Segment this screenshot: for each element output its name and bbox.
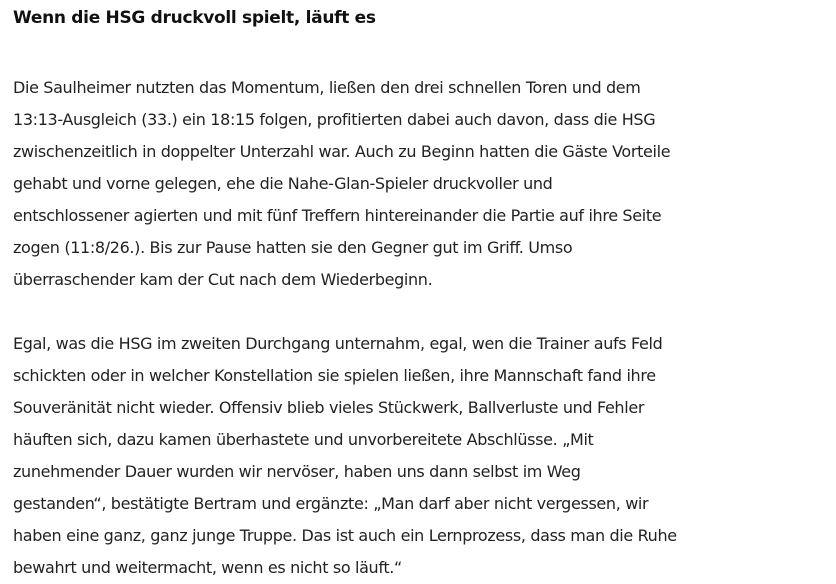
paragraph-1-line: Die Saulheimer nutzten das Momentum, ließen den drei schnellen Toren und dem	[13, 78, 641, 97]
paragraph-2	[13, 328, 824, 584]
paragraph-1-line: zogen (11:8/26.). Bis zur Pause hatten sie den Gegner gut im Griff. Umso	[13, 238, 573, 257]
paragraph-2-line: schickten oder in welcher Konstellation sie spielen ließen, ihre Mannschaft fand ihre	[13, 366, 656, 385]
paragraph-1-line: gehabt und vorne gelegen, ehe die Nahe-Glan-Spieler druckvoller und	[13, 174, 553, 193]
paragraph-2-line: häuften sich, dazu kamen überhastete und unvorbereitete Abschlüsse. „Mit	[13, 430, 594, 449]
paragraph-1	[13, 72, 824, 296]
section-heading: Wenn die HSG druckvoll spielt, läuft es	[13, 8, 376, 28]
paragraph-1-line: entschlossener agierten und mit fünf Treffern hintereinander die Partie auf ihre Seite	[13, 206, 662, 225]
paragraph-2-line: zunehmender Dauer wurden wir nervöser, haben uns dann selbst im Weg	[13, 462, 581, 481]
paragraph-1-line: 13:13-Ausgleich (33.) ein 18:15 folgen, profitierten dabei auch davon, dass die HSG	[13, 110, 656, 129]
paragraph-2-line: gestanden“, bestätigte Bertram und ergänzte: „Man darf aber nicht vergessen, wir	[13, 494, 649, 513]
paragraph-2-line: bewahrt und weitermacht, wenn es nicht so läuft.“	[13, 558, 402, 577]
paragraph-2-line: Egal, was die HSG im zweiten Durchgang unternahm, egal, wen die Trainer aufs Feld	[13, 334, 663, 353]
paragraph-1-line: zwischenzeitlich in doppelter Unterzahl war. Auch zu Beginn hatten die Gäste Vorteile	[13, 142, 671, 161]
paragraph-2-line: Souveränität nicht wieder. Offensiv blieb vieles Stückwerk, Ballverluste und Fehler	[13, 398, 645, 417]
paragraph-2-line: haben eine ganz, ganz junge Truppe. Das ist auch ein Lernprozess, dass man die Ruhe	[13, 526, 677, 545]
paragraph-1-line: überraschender kam der Cut nach dem Wiederbeginn.	[13, 270, 433, 289]
